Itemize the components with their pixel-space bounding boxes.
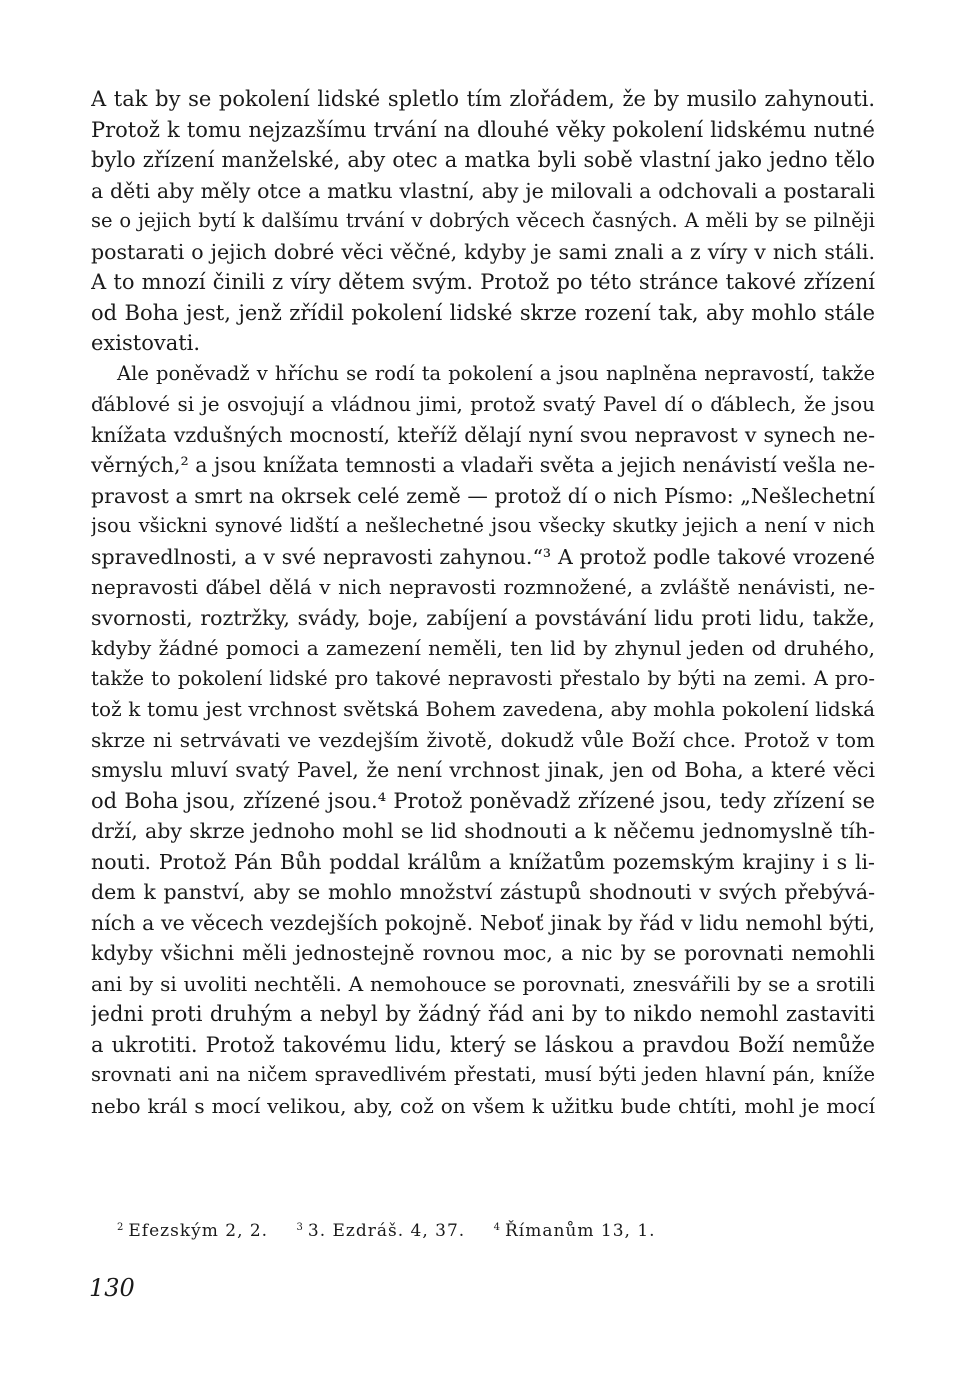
text-line: dem k panství, aby se mohlo množství zástupů shodnouti v svých přebývá- [91,880,875,904]
text-line: srovnati ani na ničem spravedlivém přestati, musí býti jeden hlavní pán, kníže [91,1063,875,1086]
footnote-text: Římanům 13, 1. [504,1221,656,1241]
text-line: nepravosti ďábel dělá v nich nepravosti rozmnožené, a zvláště nenávisti, ne- [91,575,875,599]
text-line: smyslu mluví svatý Pavel, že není vrchnost jinak, jen od Boha, a které věci [91,758,875,782]
text-line: se o jejich bytí k dalšímu trvání v dobrých věcech časných. A měli by se pilněji [91,209,875,232]
footnote-mark: 4 [493,1222,501,1233]
text-line: Ale poněvadž v hříchu se rodí ta pokolení a jsou naplněna nepravostí, takže [117,361,875,385]
footnote [297,1221,466,1241]
text-line: A to mnozí činili z víry dětem svým. Protož po této stránce takové zřízení [91,270,875,294]
text-line: ních a ve věcech vezdejších pokojně. Neboť jinak by řád v lidu nemohl býti, [91,910,875,935]
text-line: od Boha jsou, zřízené jsou.⁴ Protož poněvadž zřízené jsou, tedy zřízení se [91,788,875,813]
text-line: jsou všickni synové lidští a nešlechetné jsou všecky skutky jejich a není v nich [91,514,875,537]
text-line: pravost a smrt na okrsek celé země — protož dí o nich Písmo: „Nešlechetní [91,483,875,508]
text-line: bylo zřízení manželské, aby otec a matka byli sobě vlastní jako jedno tělo [91,148,875,172]
footnote-text: 3. Ezdráš. 4, 37. [307,1221,466,1241]
footnote [117,1221,268,1241]
footnote-mark: 3 [296,1222,304,1233]
text-line: nouti. Protož Pán Bůh poddal králům a knížatům pozemským krajiny i s li- [91,849,875,874]
text-line: drží, aby skrze jednoho mohl se lid shodnouti a k něčemu jednomyslně tíh- [91,819,875,843]
text-line: ani by si uvoliti nechtěli. A nemohouce se porovnati, znesvářili by se a srotili [91,971,875,996]
text-line: tož k tomu jest vrchnost světská Bohem zavedena, aby mohla pokolení lidská [91,697,875,721]
text-line: postarati o jejich dobré věci věčné, kdyby je sami znali a z víry v nich stáli. [91,239,875,264]
text-line: kdyby všichni měli jednostejně rovnou moc, a nic by se porovnati nemohli [91,941,875,965]
text-line: knížata vzdušných mocností, kteříž dělají nyní svou nepravost v synech ne- [91,422,875,447]
text-line: A tak by se pokolení lidské spletlo tím zlořádem, že by musilo zahynouti. [91,87,875,111]
text-line: ďáblové si je osvojují a vládnou jimi, protož svatý Pavel dí o ďáblech, že jsou [91,392,875,416]
text-line: spravedlnosti, a v své nepravosti zahynou.“³ A protož podle takové vrozené [91,544,875,569]
text-line: od Boha jest, jenž zřídil pokolení lidské skrze rození tak, aby mohlo stále [91,300,875,325]
text-line: věrných,² a jsou knížata temnosti a vladaři světa a jejich nenávistí vešla ne- [91,453,875,477]
footnote [494,1221,656,1241]
text-line: jedni proti druhým a nebyl by žádný řád ani by to nikdo nemohl zastaviti [91,1002,875,1026]
text-line: kdyby žádné pomoci a zamezení neměli, ten lid by zhynul jeden od druhého, [91,636,875,660]
text-line: svornosti, roztržky, svády, boje, zabíjení a povstávání lidu proti lidu, takže, [91,605,875,630]
footnotes [117,1221,678,1241]
text-line: existovati. [91,331,201,355]
footnote-text: Efezským 2, 2. [128,1221,269,1241]
text-line: a děti aby měly otce a matku vlastní, aby je milovali a odchovali a postarali [91,178,875,203]
text-line: Protož k tomu nejzazšímu trvání na dlouhé věky pokolení lidskému nutné [91,117,875,142]
text-line: nebo král s mocí velikou, aby, což on všem k užitku bude chtíti, mohl je mocí [91,1093,875,1118]
text-line: skrze ni setrvávati ve vezdejším životě, dokudž vůle Boží chce. Protož v tom [91,727,875,752]
text-line: takže to pokolení lidské pro takové nepravosti přestalo by býti na zemi. A pro- [91,666,875,690]
footnote-mark: 2 [117,1222,125,1233]
text-line: a ukrotiti. Protož takovému lidu, který se láskou a pravdou Boží nemůže [91,1032,875,1057]
page-number: 130 [89,1274,135,1302]
body-text [91,84,875,1121]
